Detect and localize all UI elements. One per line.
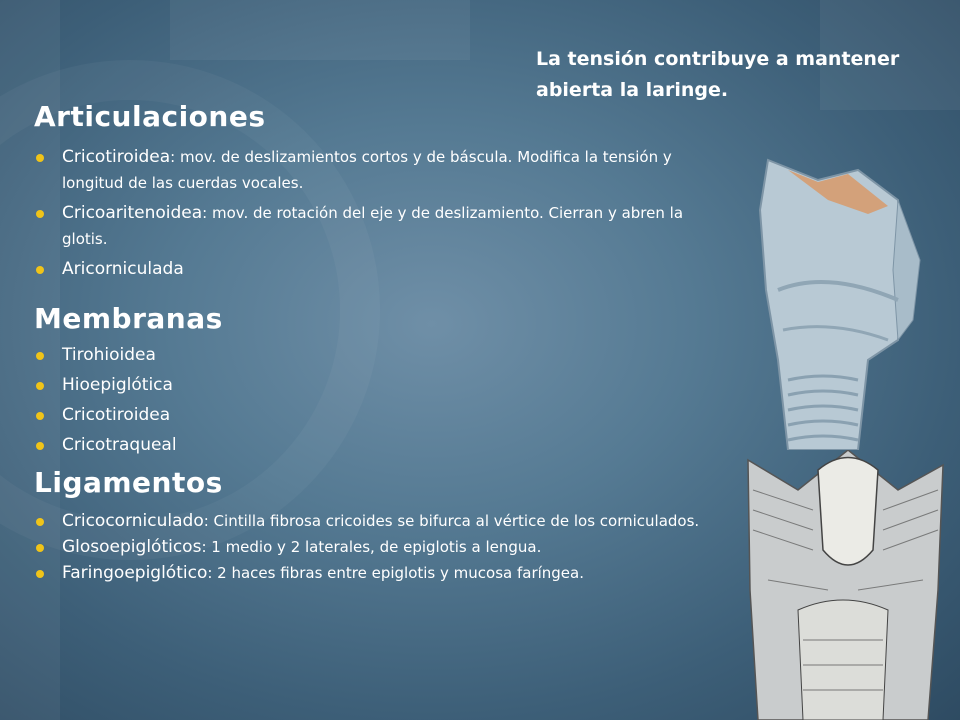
bullet-icon bbox=[36, 154, 44, 162]
larynx-lateral-illustration bbox=[748, 150, 930, 450]
list-item: Cricocorniculado: Cintilla fibrosa cricoides se bifurca al vértice de los corniculados. bbox=[36, 508, 716, 534]
list-item: Cricoaritenoidea: mov. de rotación del eje y de deslizamiento. Cierran y abren la glotis. bbox=[36, 200, 716, 252]
larynx-posterior-illustration bbox=[738, 450, 950, 720]
list-item: Cricotiroidea: mov. de deslizamientos cortos y de báscula. Modifica la tensión y longitud de las cuerdas vocales. bbox=[36, 144, 716, 196]
bullet-icon bbox=[36, 518, 44, 526]
list-item: Glosoepiglóticos: 1 medio y 2 laterales, de epiglotis a lengua. bbox=[36, 534, 716, 560]
bullet-icon bbox=[36, 352, 44, 360]
heading-ligamentos: Ligamentos bbox=[34, 466, 223, 499]
list-item: Cricotraqueal bbox=[36, 432, 716, 458]
bullet-icon bbox=[36, 544, 44, 552]
bullet-icon bbox=[36, 266, 44, 274]
bullet-icon bbox=[36, 210, 44, 218]
note-text: La tensión contribuye a mantener abierta la laringe. bbox=[536, 48, 900, 101]
list-ligamentos bbox=[36, 508, 716, 586]
background-decoration bbox=[170, 0, 470, 60]
list-item: Faringoepiglótico: 2 haces fibras entre epiglotis y mucosa faríngea. bbox=[36, 560, 716, 586]
list-item: Hioepiglótica bbox=[36, 372, 716, 398]
bullet-icon bbox=[36, 412, 44, 420]
bullet-icon bbox=[36, 570, 44, 578]
list-item: Cricotiroidea bbox=[36, 402, 716, 428]
list-membranas bbox=[36, 342, 716, 458]
list-item: Aricorniculada bbox=[36, 256, 716, 282]
bullet-icon bbox=[36, 382, 44, 390]
list-articulaciones bbox=[36, 144, 716, 282]
list-item: Tirohioidea bbox=[36, 342, 716, 368]
bullet-icon bbox=[36, 442, 44, 450]
heading-membranas: Membranas bbox=[34, 302, 223, 335]
heading-articulaciones: Articulaciones bbox=[34, 100, 266, 133]
